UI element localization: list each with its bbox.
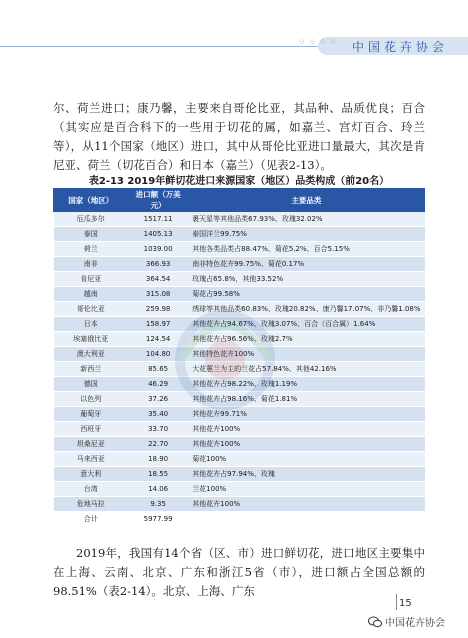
amount-cell: 85.65 <box>128 362 188 377</box>
total-label-cell: 合计 <box>54 512 129 527</box>
amount-cell: 104.80 <box>128 347 188 362</box>
table-row <box>54 347 425 362</box>
total-empty-cell <box>188 512 424 527</box>
country-cell: 危地马拉 <box>54 497 129 512</box>
country-cell: 台湾 <box>54 482 129 497</box>
table-row <box>54 452 425 467</box>
country-cell: 德国 <box>54 377 129 392</box>
footer-source <box>368 614 445 629</box>
table-row <box>54 437 425 452</box>
amount-cell: 1517.11 <box>128 212 188 227</box>
amount-cell: 315.08 <box>128 287 188 302</box>
table-row <box>54 317 425 332</box>
category-cell: 南非特色花卉99.75%、菊花0.17% <box>188 257 424 272</box>
category-cell: 其他花卉占96.56%、玫瑰2.7% <box>188 332 424 347</box>
table-row <box>54 407 425 422</box>
category-cell: 大花蕙兰为主的兰花占57.84%、其他42.16% <box>188 362 424 377</box>
table-row <box>54 332 425 347</box>
amount-cell: 33.70 <box>128 422 188 437</box>
amount-cell: 35.40 <box>128 407 188 422</box>
category-cell: 兰花100% <box>188 482 424 497</box>
table-row <box>54 362 425 377</box>
country-cell: 以色列 <box>54 392 129 407</box>
category-cell: 裹天星等其他品类67.93%、玫瑰32.02% <box>188 212 424 227</box>
table-caption: 表2-13 2019年鲜切花进口来源国家（地区）品类构成（前20名） <box>88 176 390 187</box>
category-cell: 其他花卉100% <box>188 437 424 452</box>
amount-cell: 1039.00 <box>128 242 188 257</box>
table-row <box>54 257 425 272</box>
category-cell: 其他花卉占94.67%、玫瑰3.07%、百合（百合属）1.64% <box>188 317 424 332</box>
category-cell: 其他花卉100% <box>188 422 424 437</box>
amount-cell: 1405.13 <box>128 227 188 242</box>
category-cell: 其他花卉占98.22%、玫瑰1.19% <box>188 377 424 392</box>
country-cell: 坦桑尼亚 <box>54 437 129 452</box>
country-cell: 哥伦比亚 <box>54 302 129 317</box>
amount-cell: 46.29 <box>128 377 188 392</box>
category-cell: 泰国洋兰99.75% <box>188 227 424 242</box>
amount-cell: 9.35 <box>128 497 188 512</box>
category-cell: 绣球等其他品类60.83%、玫瑰20.82%、康乃馨17.07%、非乃馨1.08% <box>188 302 424 317</box>
page-number-divider <box>396 594 397 610</box>
amount-cell: 366.93 <box>128 257 188 272</box>
table-row <box>54 302 425 317</box>
table-row <box>54 422 425 437</box>
category-cell: 其他花卉占97.94%、玫瑰 <box>188 467 424 482</box>
amount-cell: 22.70 <box>128 437 188 452</box>
header-brand: 中国花卉协会 <box>351 40 448 54</box>
amount-cell: 18.90 <box>128 452 188 467</box>
table-row <box>54 482 425 497</box>
table-header-row <box>54 189 425 212</box>
category-cell: 菊花100% <box>188 452 424 467</box>
amount-cell: 364.54 <box>128 272 188 287</box>
category-cell: 其他各类品类占88.47%、菊花5.2%、百合5.15% <box>188 242 424 257</box>
table-row <box>54 242 425 257</box>
header-dots: ⁘ ⁘ ⁘ ⁘ <box>298 38 337 48</box>
amount-cell: 124.54 <box>128 332 188 347</box>
total-amount-cell: 5977.99 <box>128 512 188 527</box>
table-row <box>54 497 425 512</box>
country-cell: 埃塞俄比亚 <box>54 332 129 347</box>
category-cell: 玫瑰占65.8%，其他33.52% <box>188 272 424 287</box>
table-total-row <box>54 512 425 527</box>
amount-cell: 14.06 <box>128 482 188 497</box>
table-row <box>54 227 425 242</box>
category-cell: 其他特色花卉100% <box>188 347 424 362</box>
category-cell: 菊花占99.58% <box>188 287 424 302</box>
country-cell: 越南 <box>54 287 129 302</box>
table-row <box>54 392 425 407</box>
amount-cell: 37.26 <box>128 392 188 407</box>
country-cell: 马来西亚 <box>54 452 129 467</box>
category-cell: 其他花卉占98.16%、菊花1.81% <box>188 392 424 407</box>
country-cell: 肯尼亚 <box>54 272 129 287</box>
table-row <box>54 377 425 392</box>
country-cell: 南非 <box>54 257 129 272</box>
amount-cell: 18.55 <box>128 467 188 482</box>
footer-label: 中国花卉协会 <box>385 618 445 629</box>
country-cell: 荷兰 <box>54 242 129 257</box>
country-cell: 西班牙 <box>54 422 129 437</box>
category-cell: 其他花卉99.71% <box>188 407 424 422</box>
table-row <box>54 272 425 287</box>
header-amount: 进口额（万美元） <box>128 189 188 212</box>
country-cell: 厄瓜多尔 <box>54 212 129 227</box>
country-cell: 日本 <box>54 317 129 332</box>
category-cell: 其他花卉100% <box>188 497 424 512</box>
page-number: 15 <box>399 598 412 609</box>
amount-cell: 259.98 <box>128 302 188 317</box>
table-row <box>54 467 425 482</box>
body-paragraph-1: 尔、荷兰进口；康乃馨，主要来自哥伦比亚，其品种、品质优良；百合（其实应是百合科下的一些用于切花的属，如嘉兰、宫灯百合、玲兰等），从11个国家（地区）进口，其中从哥伦比亚进口量最大，其次是肯尼亚、荷兰（切花百合）和日本（嘉兰）（见表2-13）。 <box>53 101 425 172</box>
import-table <box>53 188 425 527</box>
table-row <box>54 287 425 302</box>
country-cell: 新西兰 <box>54 362 129 377</box>
table-row <box>54 212 425 227</box>
country-cell: 葡萄牙 <box>54 407 129 422</box>
country-cell: 泰国 <box>54 227 129 242</box>
body-paragraph-2: 2019年，我国有14个省（区、市）进口鲜切花，进口地区主要集中在上海、云南、北京、广东和浙江5省（市），进口额占全国总额的98.51%（表2-14）。北京、上海、广东 <box>53 546 425 598</box>
header-country: 国家（地区） <box>54 189 129 212</box>
wechat-icon <box>368 616 382 628</box>
amount-cell: 158.97 <box>128 317 188 332</box>
header-category: 主要品类 <box>188 189 424 212</box>
country-cell: 澳大利亚 <box>54 347 129 362</box>
country-cell: 意大利 <box>54 467 129 482</box>
